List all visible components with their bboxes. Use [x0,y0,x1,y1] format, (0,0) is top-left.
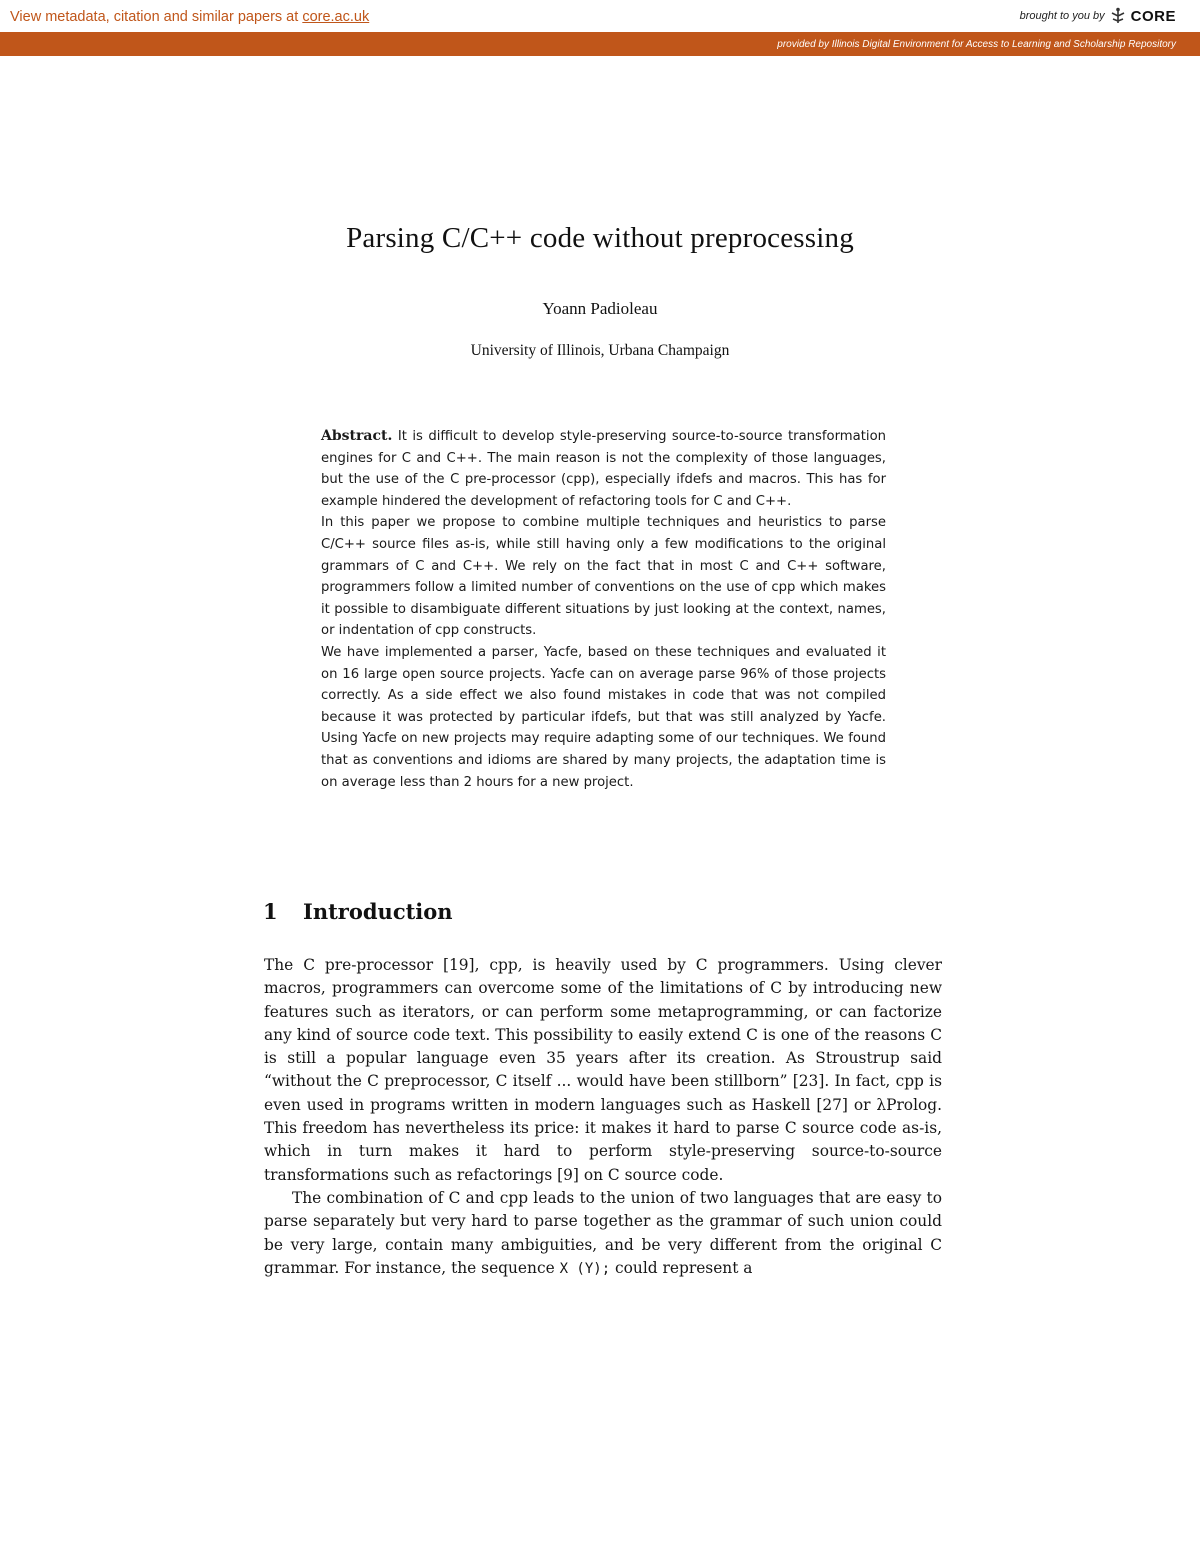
core-provider-bar [0,32,1200,56]
core-link-prefix: View metadata, citation and similar papers at [10,9,303,25]
core-logo-icon [1109,7,1127,25]
paper-author: Yoann Padioleau [542,299,658,318]
section-heading-introduction [263,899,453,924]
core-banner-top [0,0,1200,32]
core-metadata-link[interactable] [10,9,369,25]
abstract-paragraph: In this paper we propose to combine multiple techniques and heuristics to parse C/C++ source files as-is, while still having only a few modifications to the original grammars of C and C++. We rely on the fact that in most C and C++ software, programmers follow a limited number of conventions on the use of cpp which makes it possible to disambiguate different situations by just looking at the context, names, or indentation of cpp constructs. [321,515,886,639]
paper-title: Parsing C/C++ code without preprocessing [346,222,854,254]
brought-to-you-by-text: brought to you by [1019,10,1105,22]
body-paragraph [264,1187,942,1281]
body-paragraph-tail: could represent a [610,1258,753,1277]
abstract-label: Abstract. [321,428,393,444]
paper-affiliation: University of Illinois, Urbana Champaign [470,342,730,359]
core-brand[interactable] [1020,7,1176,25]
provided-by-text[interactable]: provided by Illinois Digital Environment for Access to Learning and Scholarship Repository [777,39,1176,50]
section-number: 1 [263,899,278,924]
abstract-text-1: It is difficult to develop style-preserving source-to-source transformation engines for C and C++. The main reason is not the complexity of those languages, but the use of the C pre-processor (cpp), especially ifdefs and macros. This has for example hindered the development of refactoring tools for C and C++. [321,429,886,509]
abstract [321,426,886,793]
core-brand-name: CORE [1130,7,1176,25]
section-title: Introduction [303,899,453,924]
abstract-paragraph: We have implemented a parser, Yacfe, based on these techniques and evaluated it on 16 large open source projects. Yacfe can on average parse 96% of those projects correctly. As a side effect we also found mistakes in code that was not compiled because it was protected by particular ifdefs, but that was still analyzed by Yacfe. Using Yacfe on new projects may require adapting some of our techniques. We found that as conventions and idioms are shared by many projects, the adaptation time is on average less than 2 hours for a new project. [321,644,886,790]
abstract-paragraph [321,426,886,512]
inline-code: X (Y); [559,1260,611,1277]
body-paragraph: The C pre-processor [19], cpp, is heavily used by C programmers. Using clever macros, programmers can overcome some of the limitations of C by introducing new features such as iterators, or can perform some metaprogramming, or can factorize any kind of source code text. This possibility to easily extend C is one of the reasons C is still a popular language even 35 years after its creation. As Stroustrup said “without the C preprocessor, C itself ... would have been stillborn” [23]. In fact, cpp is even used in programs written in modern languages such as Haskell [27] or λProlog. This freedom has nevertheless its price: it makes it hard to parse C source code as-is, which in turn makes it hard to perform style-preserving source-to-source transformations such as refactorings [9] on C source code. [264,956,942,1184]
introduction-body [264,954,942,1281]
core-ac-uk-link[interactable]: core.ac.uk [302,9,370,25]
body-paragraph-text: The combination of C and cpp leads to the union of two languages that are easy to parse separately but very hard to parse together as the grammar of such union could be very large, contain many ambiguities, and be very different from the original C grammar. For instance, the sequence [264,1188,942,1277]
